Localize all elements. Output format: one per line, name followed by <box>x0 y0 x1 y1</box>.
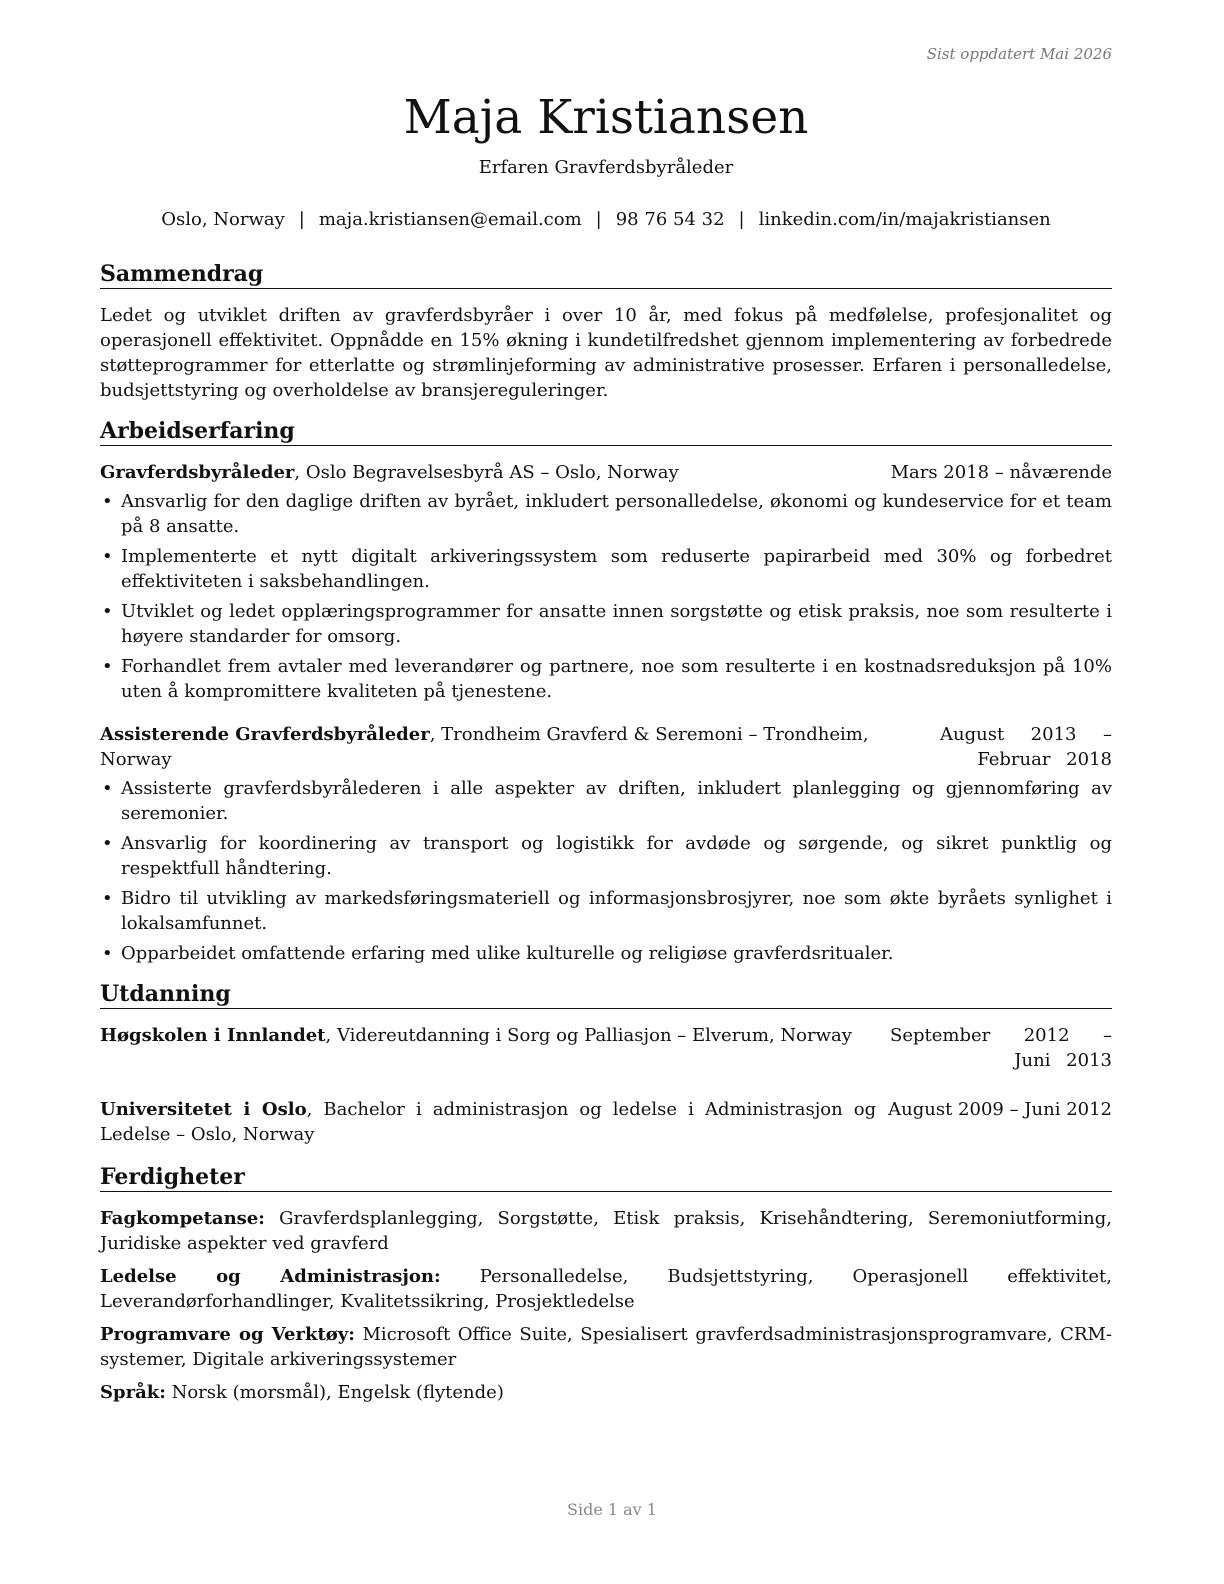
job-header <box>100 722 1112 772</box>
job-bullet: • Utviklet og ledet opplæringsprogrammer for ansatte innen sorgstøtte og etisk praksis, noe som resulterte i høyere standarder for omsorg. <box>100 599 1112 649</box>
section-title-summary: Sammendrag <box>100 260 1112 289</box>
contact-separator: | <box>738 209 745 230</box>
candidate-tagline: Erfaren Gravferdsbyråleder <box>478 157 734 178</box>
education-section <box>100 980 1112 1147</box>
contact-linkedin[interactable]: linkedin.com/in/majakristiansen <box>758 209 1051 230</box>
summary-text: Ledet og utviklet driften av gravferdsbyråer i over 10 år, med fokus på medfølelse, profesjonalitet og operasjonell effektivitet. Oppnådde en 15% økning i kundetilfredshet gjennom implementering av forbedrede støtteprogrammer for etterlatte og strømlinjeforming av administrative prosesser. Erfaren i personalledelse, budsjettstyring og overholdelse av bransjereguleringer. <box>100 305 1112 401</box>
contact-separator: | <box>298 209 305 230</box>
education-school: Høgskolen i Innlandet <box>100 1025 326 1046</box>
experience-section <box>100 417 1112 966</box>
job-bullet: • Ansvarlig for den daglige driften av byrået, inkludert personalledelse, økonomi og kundeservice for et team på 8 ansatte. <box>100 489 1112 539</box>
skill-label: Fagkompetanse: <box>100 1208 265 1229</box>
skill-row <box>100 1322 1112 1372</box>
job-bullet: • Assisterte gravferdsbyrålederen i alle aspekter av driften, inkludert planlegging og gjennomføring av seremonier. <box>100 776 1112 826</box>
education-dates: August 2009 – Juni 2012 <box>888 1099 1112 1120</box>
contact-separator: | <box>595 209 602 230</box>
job-bullets <box>100 776 1112 966</box>
contact-location: Oslo, Norway <box>161 209 285 230</box>
skill-text: Gravferdsplanlegging, Sorgstøtte, Etisk praksis, Krisehåndtering, Seremoniutforming, Juridiske aspekter ved gravferd <box>100 1208 1112 1254</box>
skill-label: Programvare og Verktøy: <box>100 1324 355 1345</box>
education-details: , Bachelor i administrasjon og ledelse i Administrasjon og Ledelse – Oslo, Norway <box>100 1099 877 1145</box>
job-bullets <box>100 489 1112 704</box>
section-title-experience: Arbeidserfaring <box>100 417 1112 446</box>
job-dates: Mars 2018 – nåværende <box>890 462 1112 483</box>
contact-line <box>100 208 1112 232</box>
job-header <box>100 460 1112 485</box>
contact-email[interactable]: maja.kristiansen@email.com <box>318 209 582 230</box>
summary-section <box>100 260 1112 403</box>
job-dates: August 2013 – Februar 2018 <box>940 724 1112 770</box>
job-bullet: • Bidro til utvikling av markedsføringsmateriell og informasjonsbrosjyrer, noe som økte byråets synlighet i lokalsamfunnet. <box>100 886 1112 936</box>
education-details: , Videreutdanning i Sorg og Palliasjon – Elverum, Norway <box>325 1025 852 1046</box>
job-bullet: • Opparbeidet omfattende erfaring med ulike kulturelle og religiøse gravferdsritualer. <box>100 941 1112 966</box>
contact-phone: 98 76 54 32 <box>615 209 725 230</box>
page-number: Side 1 av 1 <box>567 1500 657 1519</box>
job-role: Gravferdsbyråleder <box>100 462 295 483</box>
education-entry <box>100 1023 1112 1073</box>
job-role: Assisterende Gravferdsbyråleder <box>100 724 430 745</box>
job-entry <box>100 722 1112 966</box>
last-updated: Sist oppdatert Mai 2026 <box>926 45 1112 63</box>
candidate-name: Maja Kristiansen <box>403 90 809 145</box>
education-dates: September 2012 – Juni 2013 <box>890 1025 1112 1071</box>
job-bullet: • Ansvarlig for koordinering av transport og logistikk for avdøde og sørgende, og sikret punktlig og respektfull håndtering. <box>100 831 1112 881</box>
section-title-skills: Ferdigheter <box>100 1163 1112 1192</box>
skill-text: Personalledelse, Budsjettstyring, Operasjonell effektivitet, Leverandørforhandlinger, Kvalitetssikring, Prosjektledelse <box>100 1266 1112 1312</box>
skill-label: Ledelse og Administrasjon: <box>100 1266 441 1287</box>
section-title-education: Utdanning <box>100 980 1112 1009</box>
job-entry <box>100 460 1112 704</box>
skill-row <box>100 1380 1112 1405</box>
skill-label: Språk: <box>100 1382 166 1403</box>
skill-row <box>100 1206 1112 1256</box>
job-bullet: • Forhandlet frem avtaler med leverandører og partnere, noe som resulterte i en kostnadsreduksjon på 10% uten å kompromittere kvaliteten på tjenestene. <box>100 654 1112 704</box>
job-details: , Oslo Begravelsesbyrå AS – Oslo, Norway <box>294 462 679 483</box>
skills-section <box>100 1163 1112 1405</box>
job-bullet: • Implementerte et nytt digitalt arkiveringssystem som reduserte papirarbeid med 30% og forbedret effektiviteten i saksbehandlingen. <box>100 544 1112 594</box>
job-details: , Trondheim Gravferd & Seremoni – Trondheim, Norway <box>100 724 869 770</box>
skill-text: Norsk (morsmål), Engelsk (flytende) <box>171 1382 504 1403</box>
skill-row <box>100 1264 1112 1314</box>
skill-text: Microsoft Office Suite, Spesialisert gravferdsadministrasjonsprogramvare, CRM-systemer, Digitale arkiveringssystemer <box>100 1324 1112 1370</box>
education-entry <box>100 1097 1112 1147</box>
education-school: Universitetet i Oslo <box>100 1099 307 1120</box>
